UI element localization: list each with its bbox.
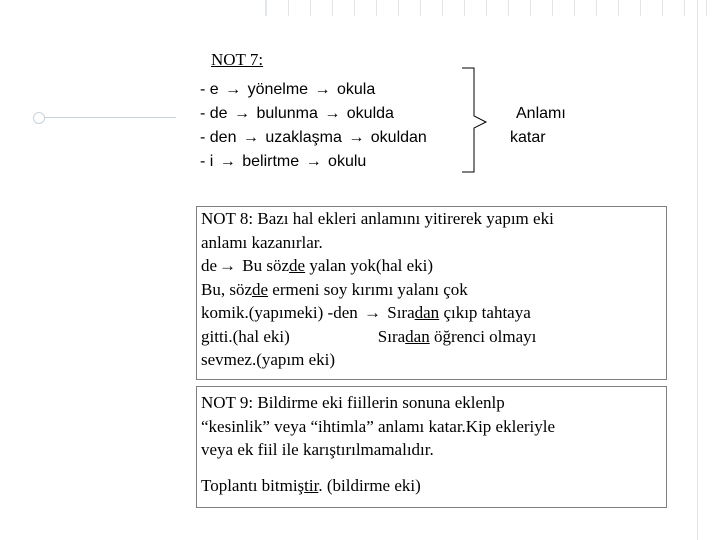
underlined-suffix: de: [289, 256, 306, 275]
decorative-vertical-line: [697, 0, 698, 540]
item-meaning: bulunma: [256, 105, 318, 122]
arrow-right-icon: →: [314, 81, 331, 98]
note9-line: “kesinlik” veya “ihtimla” anlamı katar.Kip ekleriyle: [201, 416, 556, 436]
item-prefix: - e: [200, 81, 219, 98]
item-prefix: - i: [200, 153, 214, 170]
item-example: okula: [336, 81, 376, 98]
note8-line: NOT 8: Bazı hal ekleri anlamını yitirerek yapım eki: [201, 209, 554, 228]
decorative-circle: [33, 112, 45, 124]
side-text-line1: Anlamı: [516, 105, 566, 122]
arrow-right-icon: →: [364, 303, 381, 322]
underlined-suffix: tir: [304, 475, 319, 495]
underlined-suffix: dan: [405, 326, 430, 346]
side-text-line2: katar: [510, 129, 546, 146]
item-meaning: yönelme: [247, 81, 309, 98]
arrow-right-icon: →: [234, 105, 251, 122]
underlined-suffix: de: [252, 279, 269, 299]
item-meaning: uzaklaşma: [265, 129, 342, 146]
note8-box: [196, 206, 667, 380]
decorative-horizontal-line: [38, 117, 176, 118]
list-item: [200, 150, 427, 174]
item-prefix: - den: [200, 129, 237, 146]
note9-line: NOT 9: Bildirme eki fiillerin sonuna eklenlp: [201, 393, 505, 412]
arrow-right-icon: →: [225, 81, 242, 98]
note8-line: de → Bu sözde yalan yok(hal eki): [201, 254, 666, 278]
note9-box: [196, 386, 667, 508]
item-example: okuldan: [370, 129, 427, 146]
underlined-suffix: dan: [414, 303, 440, 322]
list-item: [200, 102, 427, 126]
note7-side-text: [510, 102, 566, 150]
arrow-right-icon: →: [242, 129, 259, 146]
note9-line: veya ek fiil ile karıştırılmamalıdır.: [201, 440, 434, 459]
note8-line: sevmez.(yapım eki): [201, 350, 336, 369]
note8-line: gitti.(hal eki) Sıradan öğrenci olmayı: [201, 326, 537, 346]
list-item: [200, 78, 427, 102]
arrow-right-icon: →: [324, 105, 341, 122]
item-prefix: - de: [200, 105, 228, 122]
arrow-right-icon: →: [348, 129, 365, 146]
item-example: okulda: [346, 105, 394, 122]
note8-line: komik.(yapımeki) -den → Sıradan çıkıp tahtaya: [201, 301, 666, 325]
item-example: okulu: [328, 153, 367, 170]
arrow-right-icon: →: [219, 256, 237, 275]
note8-line: Bu, sözde ermeni soy kırımı yalanı çok: [201, 279, 468, 299]
right-brace-icon: [458, 66, 508, 174]
note7-list: [200, 78, 427, 174]
item-meaning: belirtme: [242, 153, 300, 170]
decorative-grid: [265, 0, 707, 16]
arrow-right-icon: →: [219, 153, 236, 170]
list-item: [200, 126, 427, 150]
note8-line: anlamı kazanırlar.: [201, 232, 323, 252]
arrow-right-icon: →: [305, 153, 322, 170]
note7-title: NOT 7:: [211, 50, 264, 69]
note9-example: Toplantı bitmiştir. (bildirme eki): [201, 475, 421, 495]
